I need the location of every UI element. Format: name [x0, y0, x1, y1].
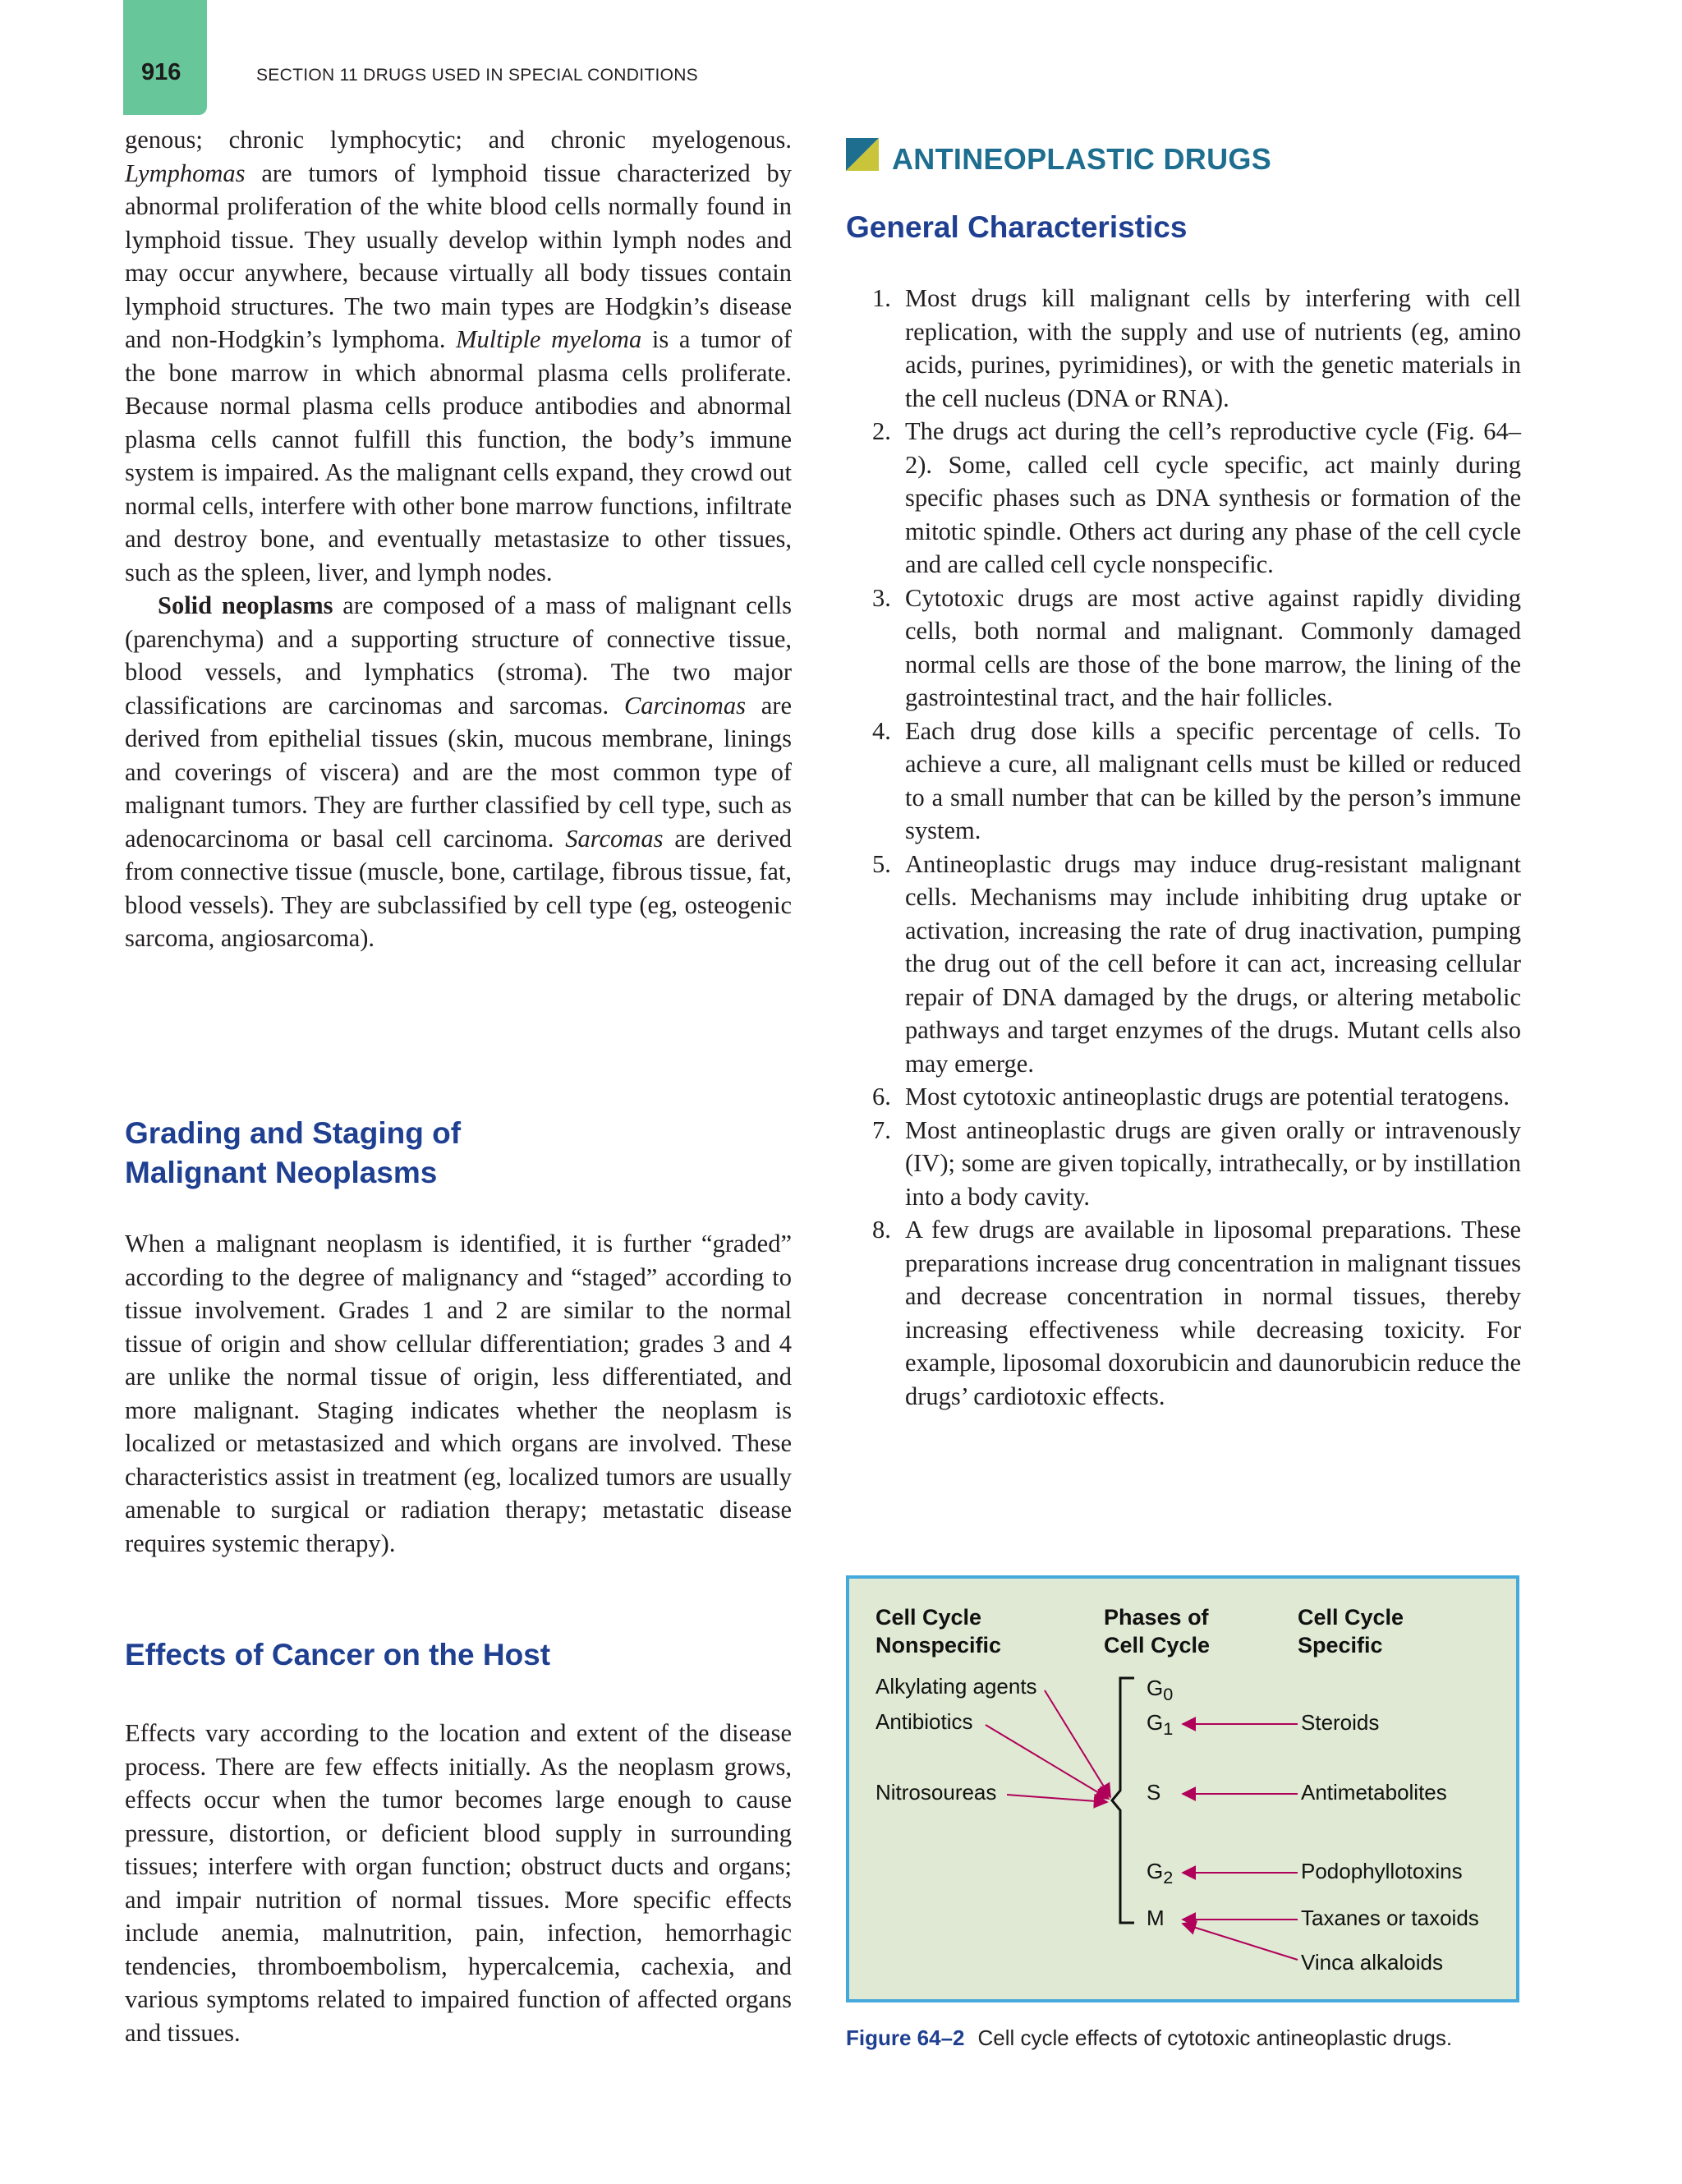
- section-title: ANTINEOPLASTIC DRUGS: [892, 142, 1272, 176]
- label-phase-g0: $G_0$: [1147, 1676, 1174, 1705]
- characteristics-list-container: [846, 282, 1521, 1413]
- label-vinca-alkaloids: Vinca alkaloids: [1301, 1950, 1443, 1975]
- bold-term: Solid neoplasms: [158, 591, 333, 619]
- figure-label: Figure 64–2: [846, 2025, 965, 2050]
- running-head: SECTION 11 DRUGS USED IN SPECIAL CONDITIONS: [256, 66, 698, 85]
- label-alkylating-agents: Alkylating agents: [875, 1674, 1037, 1699]
- effects-heading: Effects of Cancer on the Host: [125, 1638, 551, 1671]
- page-number: 916: [141, 59, 182, 85]
- figure-caption: [846, 2025, 1452, 2051]
- list-item: 1. Most drugs kill malignant cells by interfering with cell replication, with the supply and use of nutrients (eg, amino acids, purines, pyrimidines), or with the genetic materials in the cell nucleus (DNA or RNA).: [872, 284, 1521, 412]
- text-run: is a tumor of the bone marrow in which abnormal plasma cells proliferate. Because normal plasma cells produce antibodies and abnormal plasma cells cannot fulfill this function, the body’s immune system is impaired. As the malignant cells expand, they crowd out normal cells, interfere with other bone marrow functions, infiltrate and destroy bone, and eventually metastasize to other tissues, such as the spleen, liver, and lymph nodes.: [125, 325, 792, 586]
- label-phase-m: M: [1147, 1906, 1165, 1930]
- label-phase-s: S: [1147, 1780, 1161, 1805]
- effects-paragraph: Effects vary according to the location and extent of the disease process. There are few effects initially. As the neoplasm grows, effects occur when the tumor becomes large enough to cause pressure, distortion, or deficient blood supply in surrounding tissues; interfere with organ function; obstruct ducts and organs; and impair nutrition of normal tissues. More specific effects include anemia, malnutrition, pain, infection, hemorrhagic tendencies, thromboembolism, hypercalcemia, cachexia, and various symptoms related to impaired function of affected organs and tissues.: [125, 1719, 792, 2047]
- label-steroids: Steroids: [1301, 1710, 1380, 1735]
- arrow-alkylating: [1045, 1690, 1110, 1797]
- arrow-antibiotics: [986, 1725, 1109, 1799]
- label-podophyllotoxins: Podophyllotoxins: [1301, 1859, 1463, 1883]
- paragraph-hematologic: [125, 123, 792, 589]
- cell-cycle-figure: [846, 1575, 1519, 2002]
- label-taxanes: Taxanes or taxoids: [1301, 1906, 1479, 1930]
- header-phases: Phases of Cell Cycle: [1104, 1605, 1211, 1658]
- arrow-nitrosoureas: [1007, 1795, 1107, 1802]
- arrow-vinca: [1183, 1924, 1298, 1960]
- page-tab: [123, 0, 207, 115]
- list-item: 3. Cytotoxic drugs are most active against rapidly dividing cells, both normal and malignant. Commonly damaged normal cells are those of the bone marrow, the lining of the gastrointestinal tract, and the hair follicles.: [872, 583, 1521, 711]
- text-run: are derived from epithelial tissues (skin, mucous membrane, linings and coverings of viscera) and are the most common type of malignant tumors. They are further classified by cell type, such as adenocarcinoma or basal cell carcinoma.: [125, 691, 792, 853]
- label-phase-g2: $G_2$: [1147, 1859, 1174, 1888]
- italic-term: Lymphomas: [125, 159, 246, 187]
- grading-heading: Grading and Staging of Malignant Neoplasms: [125, 1116, 462, 1189]
- grading-paragraph: When a malignant neoplasm is identified, it is further “graded” according to the degree of malignancy and “staged” according to tissue involvement. Grades 1 and 2 are similar to the normal tissue of origin and show cellular differentiation; grades 3 and 4 are unlike the normal tissue of origin, less differentiated, and more malignant. Staging indicates whether the neoplasm is localized or metastasized and which organs are involved. These characteristics assist in treatment (eg, localized tumors are usually amenable to surgical or radiation therapy; metastatic disease requires systemic therapy).: [125, 1230, 792, 1557]
- label-phase-g1: $G_1$: [1147, 1710, 1174, 1740]
- text-run: are composed of a mass of malignant cells (parenchyma) and a supporting structure of connective tissue, blood vessels, and lymphatics (stroma). The two major classifications are carcinomas and sarcomas.: [125, 591, 792, 720]
- list-item: 5. Antineoplastic drugs may induce drug-resistant malignant cells. Mechanisms may include inhibiting drug uptake or activation, increasing the rate of drug inactivation, pumping the drug out of the cell before it can act, increasing cellular repair of DNA damaged by the drugs, or altering metabolic pathways and target enzymes of the drugs. Mutant cells also may emerge.: [872, 849, 1521, 1078]
- label-nitrosoureas: Nitrosoureas: [875, 1780, 997, 1805]
- header-specific: Cell Cycle Specific: [1298, 1605, 1404, 1658]
- paragraph-solid-neoplasms: [125, 589, 792, 955]
- list-item: 2. The drugs act during the cell’s reproductive cycle (Fig. 64–2). Some, called cell cycle specific, act mainly during specific phases such as DNA synthesis or formation of the mitotic spindle. Others act during any phase of the cell cycle and are called cell cycle nonspecific.: [872, 417, 1521, 578]
- general-characteristics-heading: General Characteristics: [846, 210, 1188, 244]
- left-column-body: [125, 123, 792, 955]
- list-item: 4. Each drug dose kills a specific percentage of cells. To achieve a cure, all malignant cells must be killed or reduced to a small number that can be killed by the person’s immune system.: [872, 716, 1521, 844]
- label-antimetabolites: Antimetabolites: [1301, 1780, 1447, 1805]
- text-run: are tumors of lymphoid tissue characterized by abnormal proliferation of the white blood cells normally found in lymphoid tissue. They usually develop within lymph nodes and may occur anywhere, because virtually all body tissues contain lymphoid structures. The two main types are Hodgkin’s disease and non-Hodgkin’s lymphoma.: [125, 159, 792, 353]
- text-run: are derived from connective tissue (muscle, bone, cartilage, fibrous tissue, fat, blood vessels). They are subclassified by cell type (eg, osteogenic sarcoma, angiosarcoma).: [125, 824, 793, 952]
- header-nonspecific: Cell Cycle Nonspecific: [875, 1605, 1002, 1658]
- list-item: 8. A few drugs are available in liposomal preparations. These preparations increase drug concentration in malignant tissues and decrease concentration in normal tissues, thereby increasing effectiveness while decreasing toxicity. For example, liposomal doxorubicin and daunorubicin reduce the drugs’ cardiotoxic effects.: [872, 1216, 1521, 1410]
- list-item: 6. Most cytotoxic antineoplastic drugs are potential teratogens.: [872, 1083, 1510, 1110]
- figure-caption-text: Cell cycle effects of cytotoxic antineoplastic drugs.: [977, 2025, 1453, 2050]
- section-flag-icon: [846, 138, 879, 171]
- characteristics-list: [846, 282, 1521, 1413]
- phase-bracket: [1112, 1678, 1134, 1923]
- text-run: genous; chronic lymphocytic; and chronic myelogenous.: [125, 126, 792, 154]
- label-antibiotics: Antibiotics: [875, 1709, 973, 1734]
- italic-term: Multiple myeloma: [456, 325, 642, 353]
- italic-term: Carcinomas: [623, 691, 746, 720]
- italic-term: Sarcomas: [565, 824, 664, 853]
- list-item: 7. Most antineoplastic drugs are given orally or intravenously (IV); some are given topically, intrathecally, or by instillation into a body cavity.: [872, 1115, 1521, 1211]
